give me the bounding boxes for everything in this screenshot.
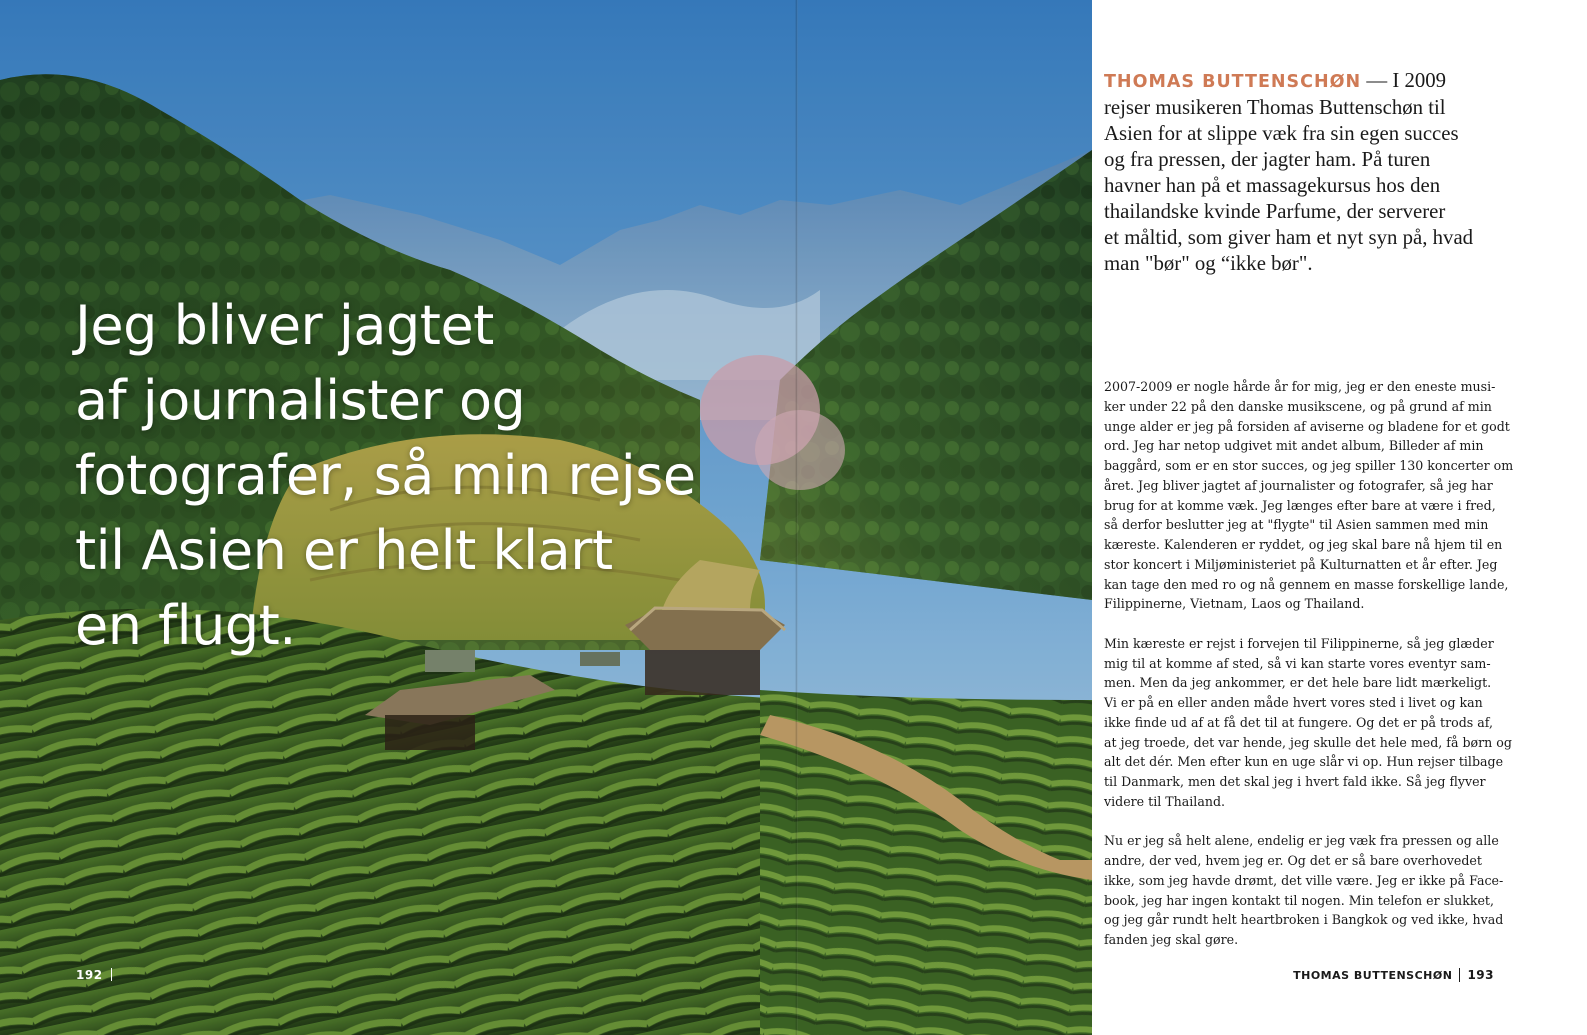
pull-quote-line: fotografer, så min rejse: [75, 444, 696, 507]
left-folio: [76, 968, 112, 982]
intro-line: et måltid, som giver ham et nyt syn på, hvad: [1104, 226, 1474, 249]
body-line: mig til at komme af sted, så vi kan starte vores eventyr sam-: [1104, 655, 1491, 671]
intro-line: rejser musikeren Thomas Buttenschøn til: [1104, 96, 1446, 119]
body-line: Vi er på en eller anden måde hvert vores sted i livet og kan: [1104, 695, 1483, 710]
body-paragraph: [1104, 377, 1514, 614]
pull-quote-line: Jeg bliver jagtet: [75, 294, 494, 357]
body-line: book, jeg har ingen kontakt til nogen. Min telefon er slukket,: [1104, 892, 1494, 908]
pull-quote: [75, 288, 715, 663]
intro-line: og fra pressen, der jagter ham. På turen: [1104, 148, 1431, 171]
body-line: andre, der ved, hvem jeg er. Og det er så bare overhovedet: [1104, 853, 1482, 868]
body-paragraph: [1104, 634, 1512, 812]
body-line: alt det dér. Men efter kun en uge slår vi op. Hun rejser tilbage: [1104, 754, 1504, 770]
right-page-number: 193: [1467, 968, 1494, 982]
body-line: ikke, som jeg havde drømt, det ville være. Jeg er ikke på Face-: [1104, 872, 1504, 888]
body-line: Min kæreste er rejst i forvejen til Filippinerne, så jeg glæder: [1104, 635, 1494, 651]
body-line: Filippinerne, Vietnam, Laos og Thailand.: [1104, 596, 1365, 612]
body-line: brug for at komme væk. Jeg længes efter bare at være i fred,: [1104, 497, 1496, 513]
intro-line: — I 2009: [1361, 69, 1447, 92]
right-folio: [1293, 968, 1494, 982]
body-line: ikke finde ud af at få det til at fungere. Og det er på trods af,: [1104, 714, 1493, 730]
article-body: [1104, 377, 1514, 950]
intro-line: Asien for at slippe væk fra sin egen succes: [1104, 122, 1459, 145]
body-line: at jeg troede, det var hende, jeg skulle det hele med, få børn og: [1104, 734, 1512, 750]
body-line: og jeg går rundt helt heartbroken i Bangkok og ved ikke, hvad: [1104, 912, 1504, 928]
body-line: baggård, som er en stor succes, og jeg spiller 130 koncerter om: [1104, 458, 1514, 473]
body-line: ker under 22 på den danske musikscene, og på grund af min: [1104, 398, 1492, 414]
page-gutter: [795, 0, 798, 1035]
body-line: 2007-2009 er nogle hårde år for mig, jeg er den eneste musi-: [1104, 379, 1496, 394]
pull-quote-line: en flugt.: [75, 594, 296, 657]
body-line: men. Men da jeg ankommer, er det hele bare lidt mærkeligt.: [1104, 675, 1492, 691]
folio-divider: [1459, 968, 1460, 982]
body-paragraph: [1104, 831, 1504, 950]
left-page-number: 192: [76, 968, 103, 982]
pull-quote-line: af journalister og: [75, 369, 526, 432]
intro-line: thailandske kvinde Parfume, der serverer: [1104, 200, 1446, 223]
intro-line: man "bør" og “ikke bør".: [1104, 252, 1313, 275]
body-line: kan tage den med ro og nå gennem en masse forskellige lande,: [1104, 576, 1509, 592]
folio-divider: [111, 968, 112, 981]
body-line: ord. Jeg har netop udgivet mit andet album, Billeder af min: [1104, 438, 1484, 454]
intro-line: havner han på et massagekursus hos den: [1104, 174, 1441, 197]
pull-quote-line: til Asien er helt klart: [75, 519, 613, 582]
body-line: til Danmark, men det skal jeg i hvert fald ikke. Så jeg flyver: [1104, 774, 1486, 789]
author-name: THOMAS BUTTENSCHØN: [1104, 72, 1362, 92]
intro-paragraph: [1104, 68, 1504, 277]
body-line: kæreste. Kalenderen er ryddet, og jeg skal bare nå hjem til en: [1104, 537, 1503, 552]
body-line: så derfor beslutter jeg at "flygte" til Asien sammen med min: [1104, 517, 1489, 533]
body-line: Nu er jeg så helt alene, endelig er jeg væk fra pressen og alle: [1104, 833, 1499, 849]
body-line: fanden jeg skal gøre.: [1104, 932, 1239, 947]
body-line: stor koncert i Miljøministeriet på Kulturnatten et år efter. Jeg: [1104, 556, 1498, 572]
body-line: året. Jeg bliver jagtet af journalister og fotografer, så jeg har: [1104, 477, 1493, 493]
body-line: videre til Thailand.: [1104, 793, 1226, 809]
body-line: unge alder er jeg på forsiden af aviserne og bladene for et godt: [1104, 418, 1510, 434]
running-head: THOMAS BUTTENSCHØN: [1293, 969, 1453, 982]
